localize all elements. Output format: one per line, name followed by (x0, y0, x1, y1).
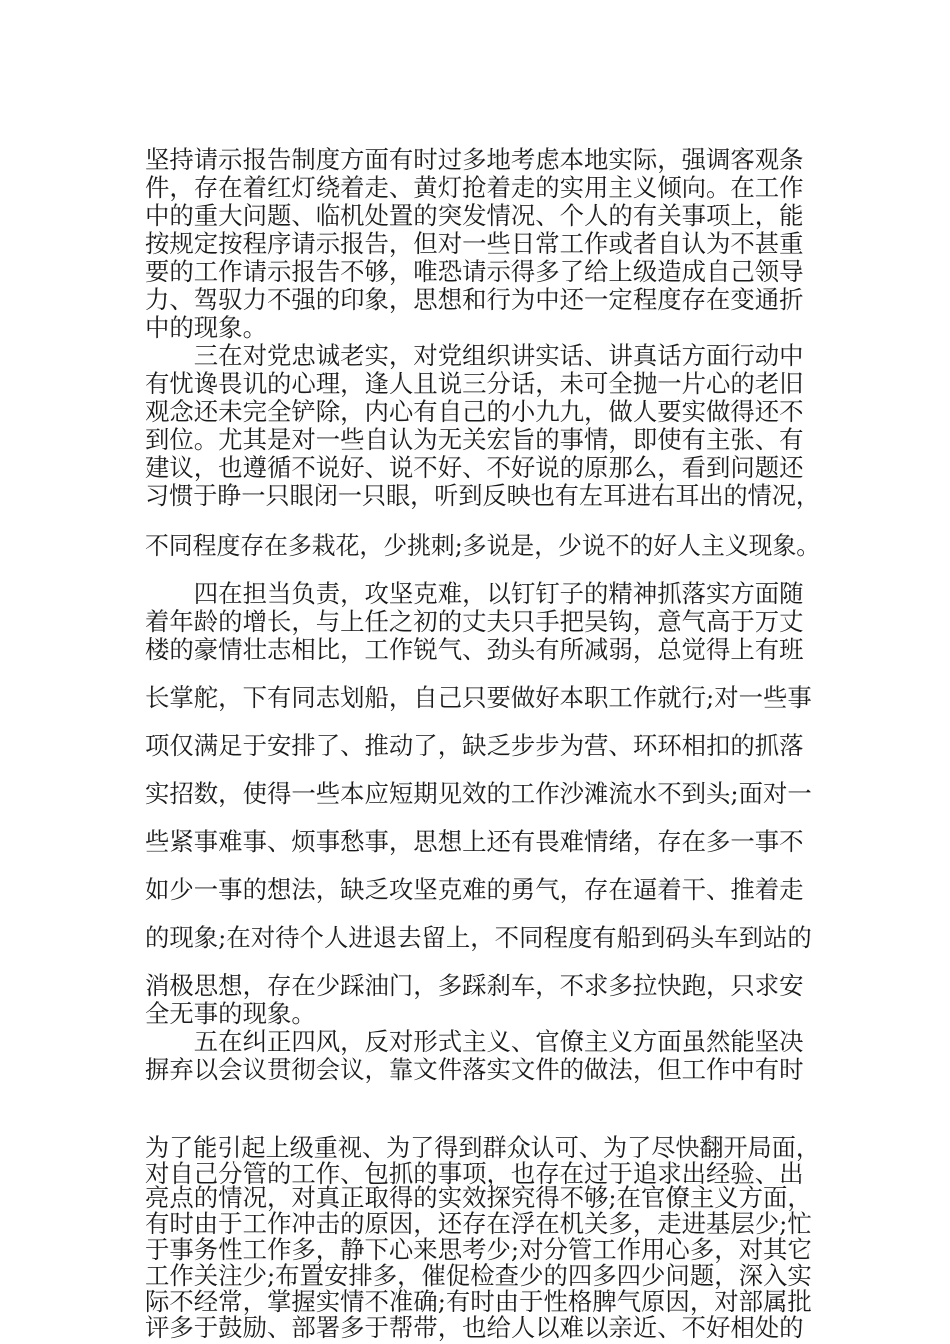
text-line: 观念还未完全铲除，内心有自己的小九九，做人要实做得还不 (145, 397, 804, 426)
text-line: 四在担当负责，攻坚克难，以钉钉子的精神抓落实方面随 (145, 579, 804, 608)
text-line: 不同程度存在多栽花，少挑刺;多说是，少说不的好人主义现象。 (145, 531, 821, 560)
text-line: 摒弃以会议贯彻会议，靠文件落实文件的做法，但工作中有时 (145, 1055, 804, 1084)
text-line: 评多于鼓励、部署多于帮带，也给人以难以亲近、不好相处的 (145, 1313, 804, 1342)
text-line: 建议，也遵循不说好、说不好、不好说的原那么，看到问题还 (145, 453, 804, 482)
text-line: 消极思想，存在少踩油门，多踩刹车，不求多拉快跑，只求安 (145, 971, 804, 1000)
text-line: 为了能引起上级重视、为了得到群众认可、为了尽快翻开局面， (145, 1133, 820, 1162)
text-line: 实招数，使得一些本应短期见效的工作沙滩流水不到头;面对一 (145, 779, 812, 808)
text-line: 着年龄的增长，与上任之初的丈夫只手把吴钩，意气高于万丈 (145, 607, 804, 636)
text-line: 全无事的现象。 (145, 999, 316, 1028)
text-line: 于事务性工作多，静下心来思考少;对分管工作用心多，对其它 (145, 1235, 812, 1264)
text-line: 对自己分管的工作、包抓的事项，也存在过于追求出经验、出 (145, 1159, 804, 1188)
text-line: 按规定按程序请示报告，但对一些日常工作或者自认为不甚重 (145, 229, 804, 258)
text-line: 亮点的情况，对真正取得的实效探究得不够;在官僚主义方面， (145, 1183, 812, 1212)
text-line: 力、驾驭力不强的印象，思想和行为中还一定程度存在变通折 (145, 285, 804, 314)
text-line: 三在对党忠诚老实，对党组织讲实话、讲真话方面行动中 (145, 341, 804, 370)
text-line: 有时由于工作冲击的原因，还存在浮在机关多，走进基层少;忙 (145, 1209, 812, 1238)
text-line: 件，存在着红灯绕着走、黄灯抢着走的实用主义倾向。在工作 (145, 173, 804, 202)
text-line: 中的现象。 (145, 313, 267, 342)
text-line: 要的工作请示报告不够，唯恐请示得多了给上级造成自己领导 (145, 257, 804, 286)
text-line: 中的重大问题、临机处置的突发情况、个人的有关事项上，能 (145, 201, 804, 230)
text-line: 有忧谗畏讥的心理，逢人且说三分话，未可全抛一片心的老旧 (145, 369, 804, 398)
text-line: 工作关注少;布置安排多，催促检查少的四多四少问题，深入实 (145, 1261, 812, 1290)
text-line: 如少一事的想法，缺乏攻坚克难的勇气，存在逼着干、推着走 (145, 875, 804, 904)
text-line: 项仅满足于安排了、推动了，缺乏步步为营、环环相扣的抓落 (145, 731, 804, 760)
text-line: 楼的豪情壮志相比，工作锐气、劲头有所减弱，总觉得上有班 (145, 635, 804, 664)
text-line: 的现象;在对待个人进退去留上，不同程度有船到码头车到站的 (145, 923, 812, 952)
text-line: 坚持请示报告制度方面有时过多地考虑本地实际，强调客观条 (145, 145, 804, 174)
text-line: 际不经常，掌握实情不准确;有时由于性格脾气原因，对部属批 (145, 1287, 812, 1316)
text-line: 些紧事难事、烦事愁事，思想上还有畏难情绪，存在多一事不 (145, 827, 804, 856)
text-line: 到位。尤其是对一些自认为无关宏旨的事情，即使有主张、有 (145, 425, 804, 454)
text-line: 五在纠正四风，反对形式主义、官僚主义方面虽然能坚决 (145, 1027, 804, 1056)
text-line: 长掌舵，下有同志划船，自己只要做好本职工作就行;对一些事 (145, 683, 812, 712)
text-line: 习惯于睁一只眼闭一只眼，听到反映也有左耳进右耳出的情况， (145, 481, 820, 510)
